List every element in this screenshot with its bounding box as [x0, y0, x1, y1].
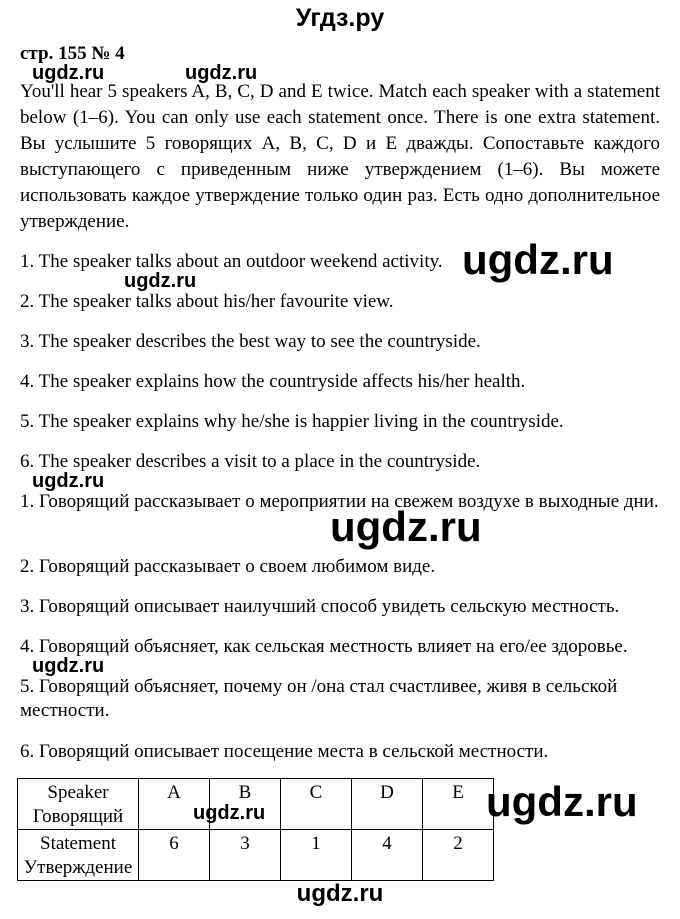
watermark: ugdz.ru	[486, 778, 638, 825]
statement-en-4: 4. The speaker explains how the countryside affects his/her health.	[20, 371, 526, 392]
table-row	[18, 830, 494, 881]
statement-en-3: 3. The speaker describes the best way to see the countryside.	[20, 331, 481, 352]
statement-en-1: 1. The speaker talks about an outdoor weekend activity.	[20, 251, 443, 272]
speaker-label-en: Speaker	[47, 782, 109, 803]
statement-ru-1: 1. Говорящий рассказывает о мероприятии на свежем воздухе в выходные дни.	[20, 491, 659, 512]
answer-cell: 6	[139, 830, 210, 881]
statement-label-ru: Утверждение	[23, 857, 133, 878]
site-header: Угдз.ру	[295, 4, 385, 32]
watermark: ugdz.ru	[32, 470, 105, 492]
watermark: ugdz.ru	[462, 236, 614, 283]
watermark: ugdz.ru	[193, 802, 266, 824]
statement-label-en: Statement	[40, 833, 116, 854]
speaker-label-ru: Говорящий	[32, 806, 124, 827]
statement-ru-2: 2. Говорящий рассказывает о своем любимом виде.	[20, 556, 436, 577]
watermark: ugdz.ru	[330, 503, 482, 550]
answer-cell: 1	[281, 830, 352, 881]
statement-ru-3: 3. Говорящий описывает наилучший способ увидеть сельскую местность.	[20, 596, 620, 617]
speaker-cell: B	[210, 779, 281, 830]
statement-ru-6: 6. Говорящий описывает посещение места в сельской местности.	[20, 741, 549, 762]
speaker-header-cell	[18, 779, 139, 830]
task-instructions: You'll hear 5 speakers A, B, C, D and E twice. Match each speaker with a statement below (1–6). You can only use each statement once. There is one extra statement. Вы услышите 5 говорящих A, B, C, D и E дважды. Сопоставьте каждого выступающего с приведенным ниже утверждением (1–6). Вы можете использовать каждое утверждение только один раз. Есть одно дополнительное утверждение.	[20, 81, 660, 232]
answer-cell: 4	[352, 830, 423, 881]
statement-ru-5: 5. Говорящий объясняет, почему он /она стал счастливее, живя в сельской местности.	[20, 676, 618, 721]
statement-en-2: 2. The speaker talks about his/her favourite view.	[20, 291, 394, 312]
answer-cell: 2	[423, 830, 494, 881]
speaker-cell: D	[352, 779, 423, 830]
watermark: ugdz.ru	[32, 62, 105, 84]
watermark: ugdz.ru	[185, 62, 258, 84]
watermark: ugdz.ru	[124, 270, 197, 292]
speaker-cell: E	[423, 779, 494, 830]
statement-en-5: 5. The speaker explains why he/she is happier living in the countryside.	[20, 411, 564, 432]
statement-en-6: 6. The speaker describes a visit to a place in the countryside.	[20, 451, 481, 472]
watermark: ugdz.ru	[32, 655, 105, 677]
task-title: стр. 155 № 4	[20, 43, 125, 64]
site-footer: ugdz.ru	[296, 880, 384, 907]
statement-header-cell	[18, 830, 139, 881]
answer-table	[17, 778, 494, 881]
speaker-cell: C	[281, 779, 352, 830]
statement-ru-4: 4. Говорящий объясняет, как сельская местность влияет на его/ее здоровье.	[20, 636, 628, 657]
answer-cell: 3	[210, 830, 281, 881]
speaker-cell: A	[139, 779, 210, 830]
